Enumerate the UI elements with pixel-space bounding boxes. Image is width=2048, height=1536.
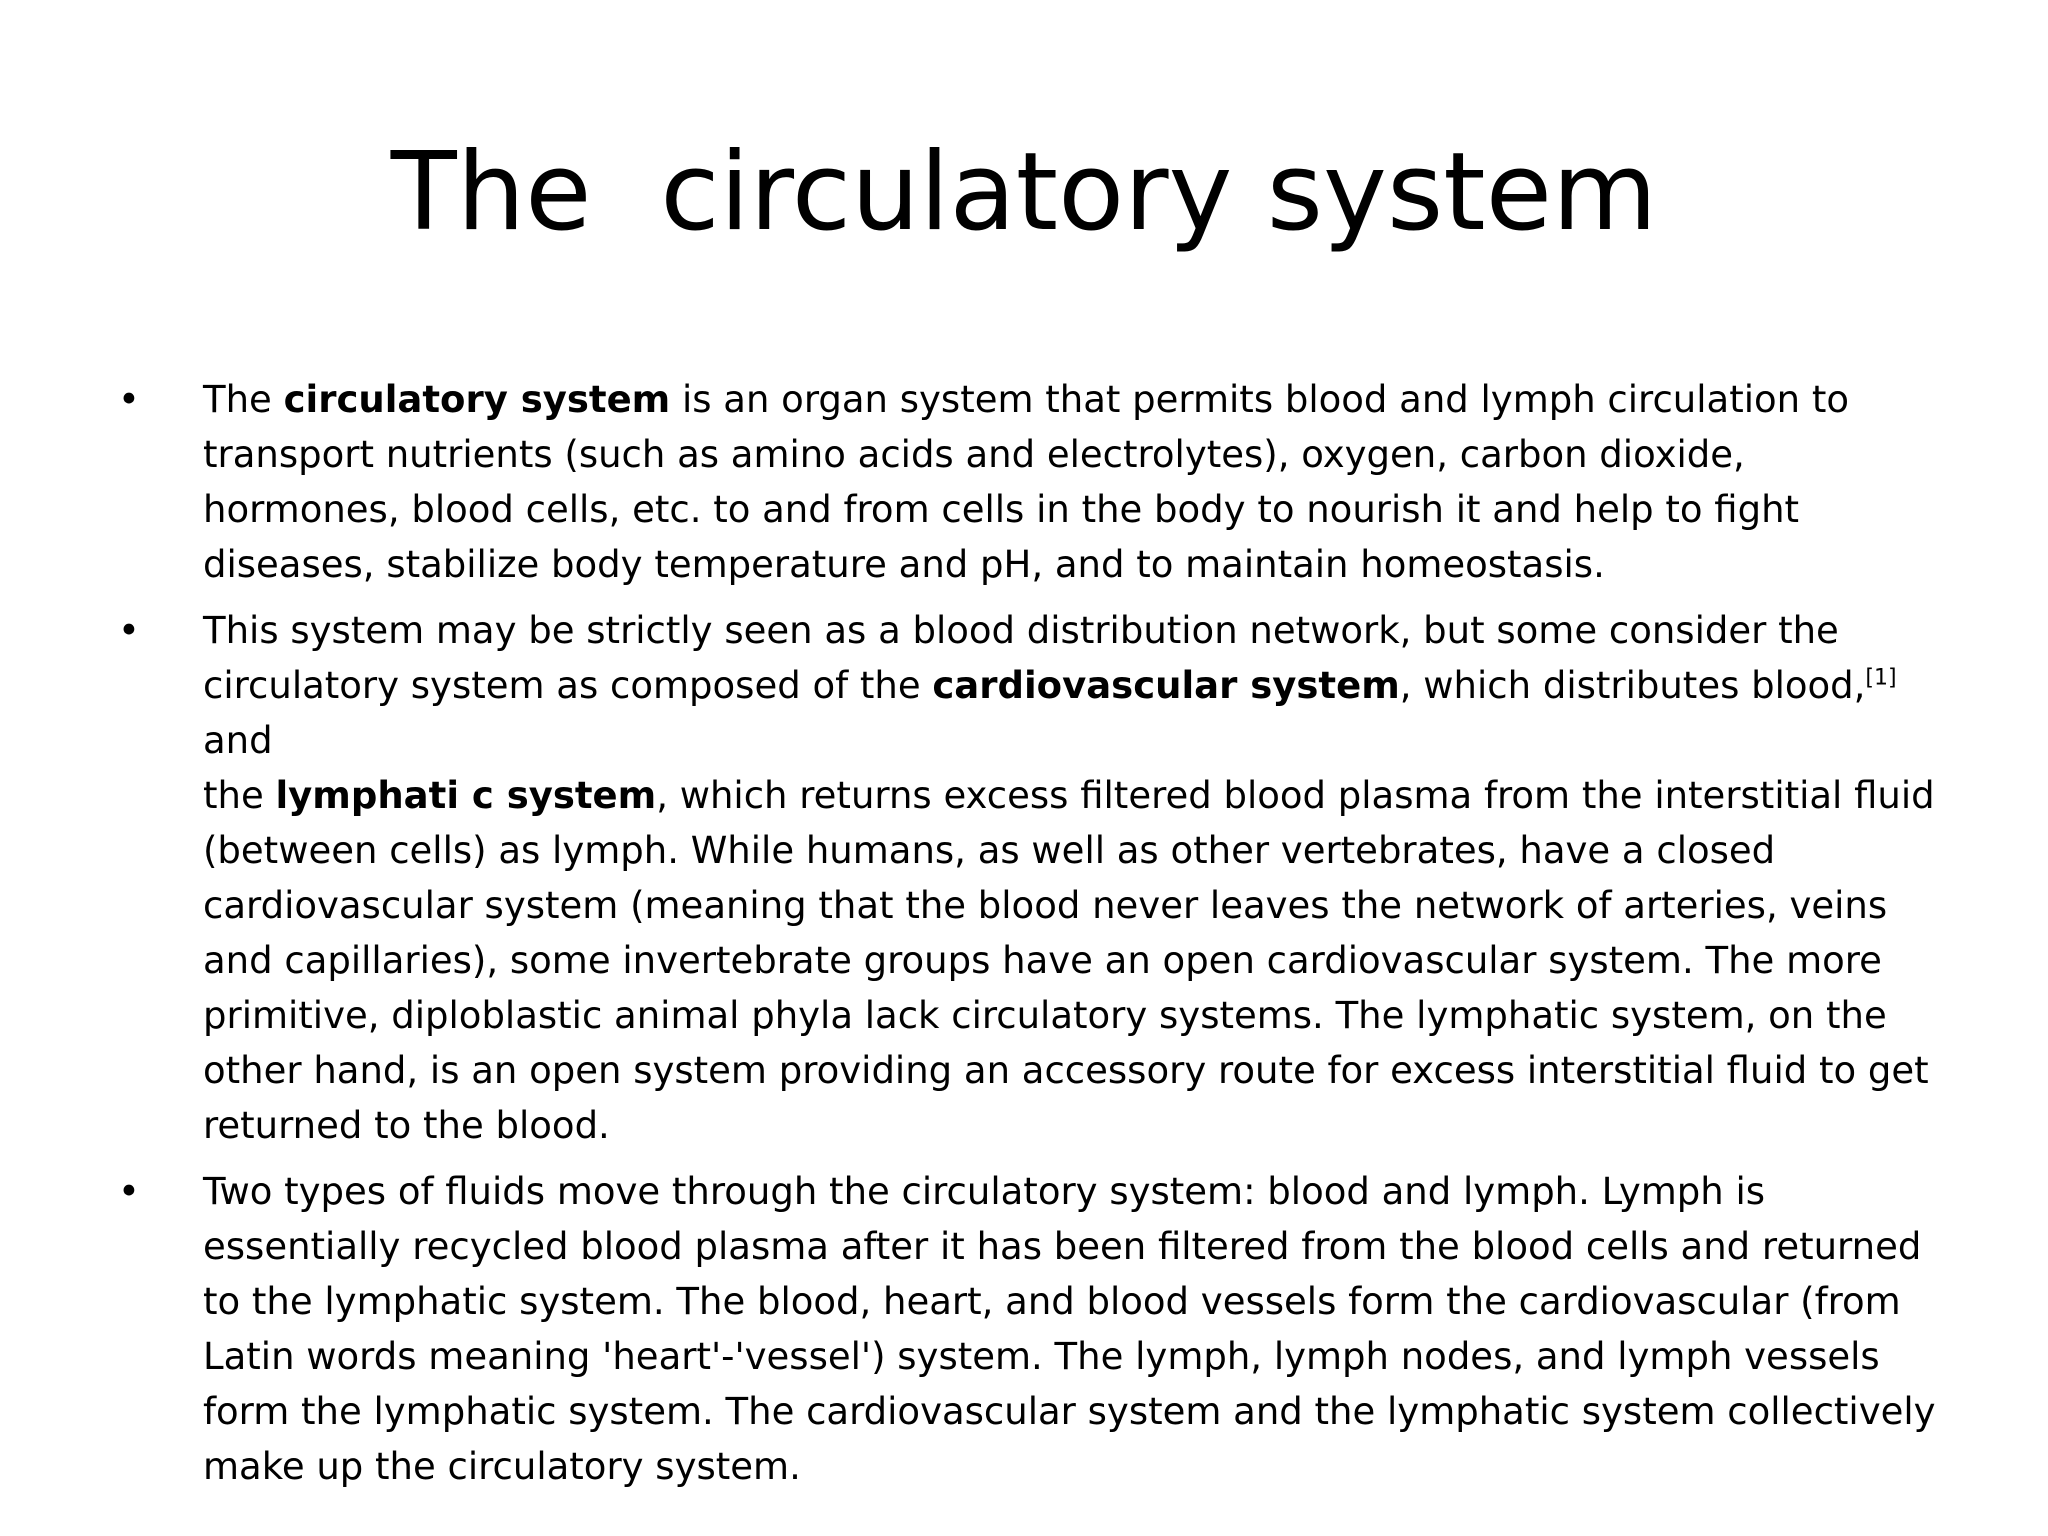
bullet-item	[118, 1164, 1958, 1494]
citation-superscript: [1]	[1865, 665, 1897, 691]
bullet-text-part: This system may be strictly seen as a blood distribution network, but some consider the circulatory system as composed of the	[203, 609, 1839, 707]
bullet-text-part: The	[203, 378, 284, 421]
bullet-text-part: and the	[203, 719, 273, 817]
bullet-item	[118, 603, 1958, 1153]
bullet-icon: •	[118, 1170, 140, 1213]
bullet-icon: •	[118, 378, 140, 421]
bold-term-circulatory-system: circulatory system	[283, 378, 671, 421]
bold-term-cardiovascular-system: cardiovascular system	[932, 664, 1400, 707]
bullet-text	[203, 1164, 1958, 1494]
bullet-text-part: is an organ system that permits blood and lymph circulation to transport nutrients (such as amino acids and electrolytes), oxygen, carbon dioxide, hormones, blood cells, etc. to and from cells in the body to nourish it and help to fight diseases, stabilize body temperature and pH, and to maintain homeostasis.	[203, 378, 1849, 586]
bullet-icon: •	[118, 609, 140, 652]
bullet-text-part: , which returns excess filtered blood plasma from the interstitial fluid (between cells) as lymph. While humans, as well as other vertebrates, have a closed cardiovascular system (meaning that the blood never leaves the network of arteries, veins and capillaries), some invertebrate groups have an open cardiovascular system. The more primitive, diploblastic animal phyla lack circulatory systems. The lymphatic system, on the other hand, is an open system providing an accessory route for excess interstitial fluid to get returned to the blood.	[203, 774, 1935, 1147]
bullet-list	[118, 372, 1958, 1505]
bullet-text	[203, 603, 1958, 1153]
bullet-item	[118, 372, 1958, 592]
bullet-text	[203, 372, 1958, 592]
bullet-text-part: , which distributes blood,	[1399, 664, 1866, 707]
bold-term-lymphatic-system: lymphati c system	[275, 774, 657, 817]
bullet-text-part: Two types of fluids move through the circulatory system: blood and lymph. Lymph is essentially recycled blood plasma after it has been filtered from the blood cells and returned to the lymphatic system. The blood, heart, and blood vessels form the cardiovascular (from Latin words meaning 'heart'-'vessel') system. The lymph, lymph nodes, and lymph vessels form the lymphatic system. The cardiovascular system and the lymphatic system collectively make up the circulatory system.	[203, 1170, 1936, 1488]
slide-title: The circulatory system	[390, 130, 1658, 255]
